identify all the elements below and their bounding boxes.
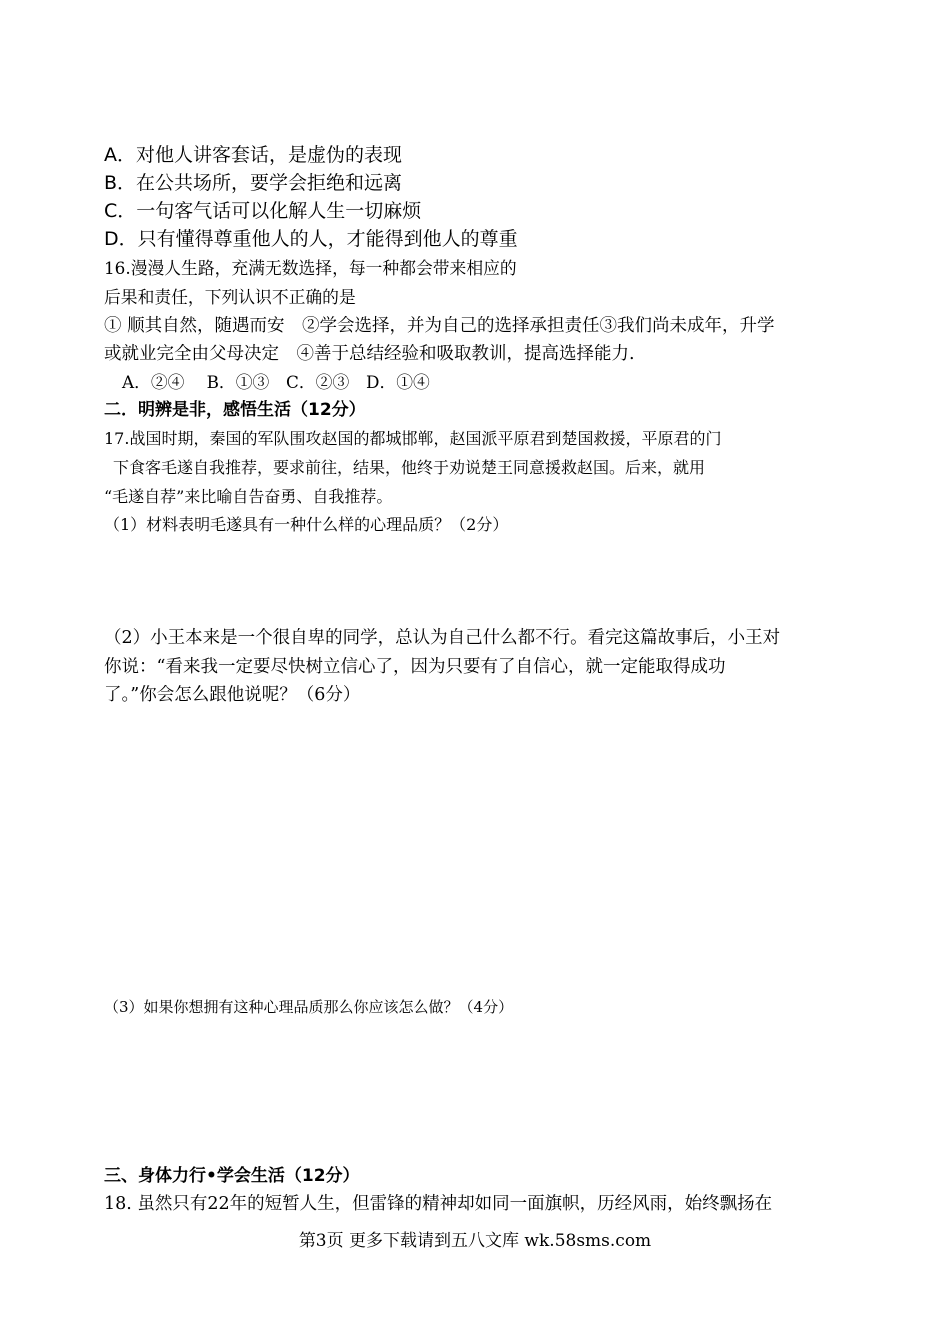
option-text: ．只有懂得尊重他人的人，才能得到他人的尊重 (118, 228, 518, 250)
option-letter: B (104, 172, 118, 194)
q17-sub-2-line-3: 了。”你会怎么跟他说呢？（6分） (104, 685, 361, 705)
q16-line-3: ① 顺其自然，随遇而安 ②学会选择，并为自己的选择承担责任③我们尚未成年，升学 (104, 316, 775, 336)
q17-sub-2-line-1: （2）小王本来是一个很自卑的同学，总认为自己什么都不行。看完这篇故事后，小王对 (104, 628, 781, 648)
option-text: ．对他人讲客套话，是虚伪的表现 (117, 144, 403, 166)
q17-line-3: “毛遂自荐”来比喻自告奋勇、自我推荐。 (104, 487, 393, 506)
q16-line-1: 16.漫漫人生路，充满无数选择，每一种都会带来相应的 (104, 258, 517, 278)
q18-line-1: 18. 虽然只有22年的短暂人生，但雷锋的精神却如同一面旗帜，历经风雨，始终飘扬在 (104, 1194, 773, 1214)
page-footer: 第3页 更多下载请到五八文库 wk.58sms.com (298, 1231, 652, 1251)
q16-line-2: 后果和责任，下列认识不正确的是 (104, 287, 356, 307)
q17-sub-3: （3）如果你想拥有这种心理品质那么你应该怎么做？（4分） (104, 998, 514, 1016)
q17-sub-2-line-2: 你说：“看来我一定要尽快树立信心了，因为只要有了自信心，就一定能取得成功 (104, 657, 726, 677)
q17-sub-1: （1）材料表明毛遂具有一种什么样的心理品质？（2分） (104, 515, 509, 534)
option-d (104, 230, 518, 249)
q17-line-1: 17.战国时期，秦国的军队围攻赵国的都城邯郸，赵国派平原君到楚国救援，平原君的门 (104, 429, 722, 448)
q16-choices: A．②④ B．①③ C．②③ D．①④ (122, 372, 430, 392)
option-text: ．在公共场所，要学会拒绝和远离 (117, 172, 403, 194)
option-letter: C (104, 200, 118, 222)
q17-line-2: 下食客毛遂自我推荐，要求前往，结果，他终于劝说楚王同意援救赵国。后来，就用 (113, 458, 706, 477)
option-b (104, 174, 402, 193)
option-text: ．一句客气话可以化解人生一切麻烦 (117, 200, 422, 222)
option-a (104, 146, 402, 165)
section-heading-3: 三、身体力行•学会生活（12分） (104, 1166, 360, 1186)
option-letter: A (104, 144, 117, 166)
option-letter: D (104, 228, 119, 250)
section-heading-2: 二．明辨是非，感悟生活（12分） (104, 400, 366, 420)
q16-line-4: 或就业完全由父母决定 ④善于总结经验和吸取教训，提高选择能力. (104, 344, 635, 364)
option-c (104, 202, 421, 221)
